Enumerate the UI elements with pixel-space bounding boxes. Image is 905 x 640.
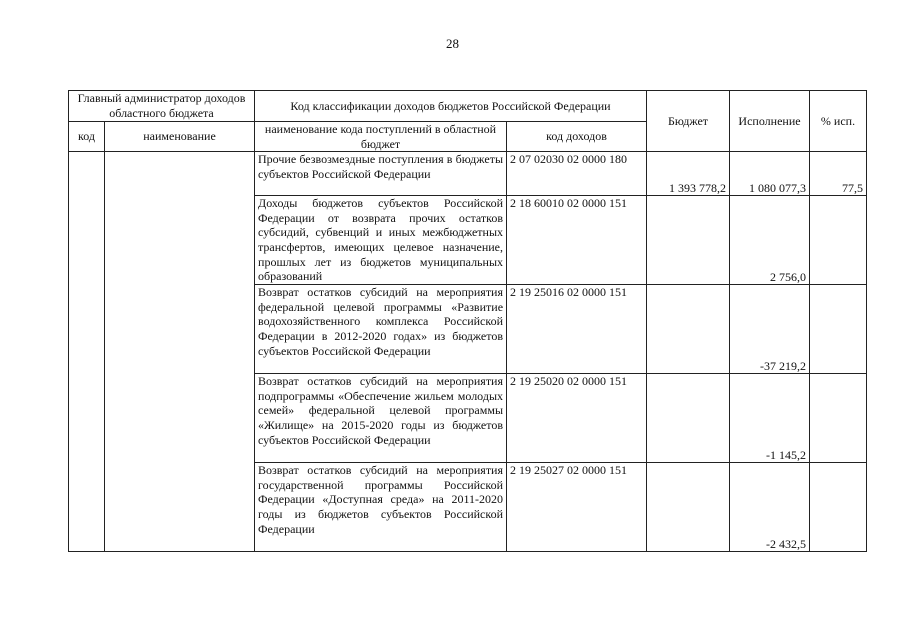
income-name-cell: Возврат остатков субсидий на мероприятия государственной программы Российской Федерации «Доступная среда» на 2011-2020 годы из бюджетов субъектов Российской Федерации: [255, 463, 507, 552]
income-name-cell: Доходы бюджетов субъектов Российской Федерации от возврата прочих остатков субсидий, субвенций и иных межбюджетных трансфертов, имеющих целевое назначение, прошлых лет из бюджетов муниципальных образований: [255, 196, 507, 285]
header-percent: % исп.: [810, 91, 867, 152]
income-table: [68, 90, 867, 552]
page-number: 28: [446, 36, 459, 51]
income-code-cell: 2 18 60010 02 0000 151: [507, 196, 647, 285]
execution-cell: -2 432,5: [730, 463, 810, 552]
header-income-code: код доходов: [507, 122, 647, 152]
income-name-cell: Прочие безвозмездные поступления в бюджеты субъектов Российской Федерации: [255, 152, 507, 196]
admin-name-cell: [105, 152, 255, 552]
header-classification-group: Код классификации доходов бюджетов Российской Федерации: [255, 91, 647, 122]
admin-code-cell: [69, 152, 105, 552]
income-code-cell: 2 19 25016 02 0000 151: [507, 285, 647, 374]
budget-cell: [647, 463, 730, 552]
income-code-cell: 2 07 02030 02 0000 180: [507, 152, 647, 196]
percent-cell: [810, 374, 867, 463]
income-name-cell: Возврат остатков субсидий на мероприятия федеральной целевой программы «Развитие водохозяйственного комплекса Российской Федерации в 2012-2020 годах» из бюджетов субъектов Российской Федерации: [255, 285, 507, 374]
budget-cell: [647, 285, 730, 374]
header-name: наименование: [105, 122, 255, 152]
budget-cell: 1 393 778,2: [647, 152, 730, 196]
percent-cell: [810, 463, 867, 552]
header-income-code-name: наименование кода поступлений в областной бюджет: [255, 122, 507, 152]
table-row: [69, 152, 867, 196]
percent-cell: 77,5: [810, 152, 867, 196]
execution-cell: 1 080 077,3: [730, 152, 810, 196]
header-admin-group: Главный администратор доходов областного бюджета: [69, 91, 255, 122]
execution-cell: -1 145,2: [730, 374, 810, 463]
percent-cell: [810, 285, 867, 374]
header-code: код: [69, 122, 105, 152]
budget-cell: [647, 374, 730, 463]
income-name-cell: Возврат остатков субсидий на мероприятия подпрограммы «Обеспечение жильем молодых семей» федеральной целевой программы «Жилище» на 2015-2020 годы из бюджетов субъектов Российской Федерации: [255, 374, 507, 463]
budget-cell: [647, 196, 730, 285]
percent-cell: [810, 196, 867, 285]
income-code-cell: 2 19 25027 02 0000 151: [507, 463, 647, 552]
header-budget: Бюджет: [647, 91, 730, 152]
income-code-cell: 2 19 25020 02 0000 151: [507, 374, 647, 463]
execution-cell: -37 219,2: [730, 285, 810, 374]
header-execution: Исполнение: [730, 91, 810, 152]
execution-cell: 2 756,0: [730, 196, 810, 285]
